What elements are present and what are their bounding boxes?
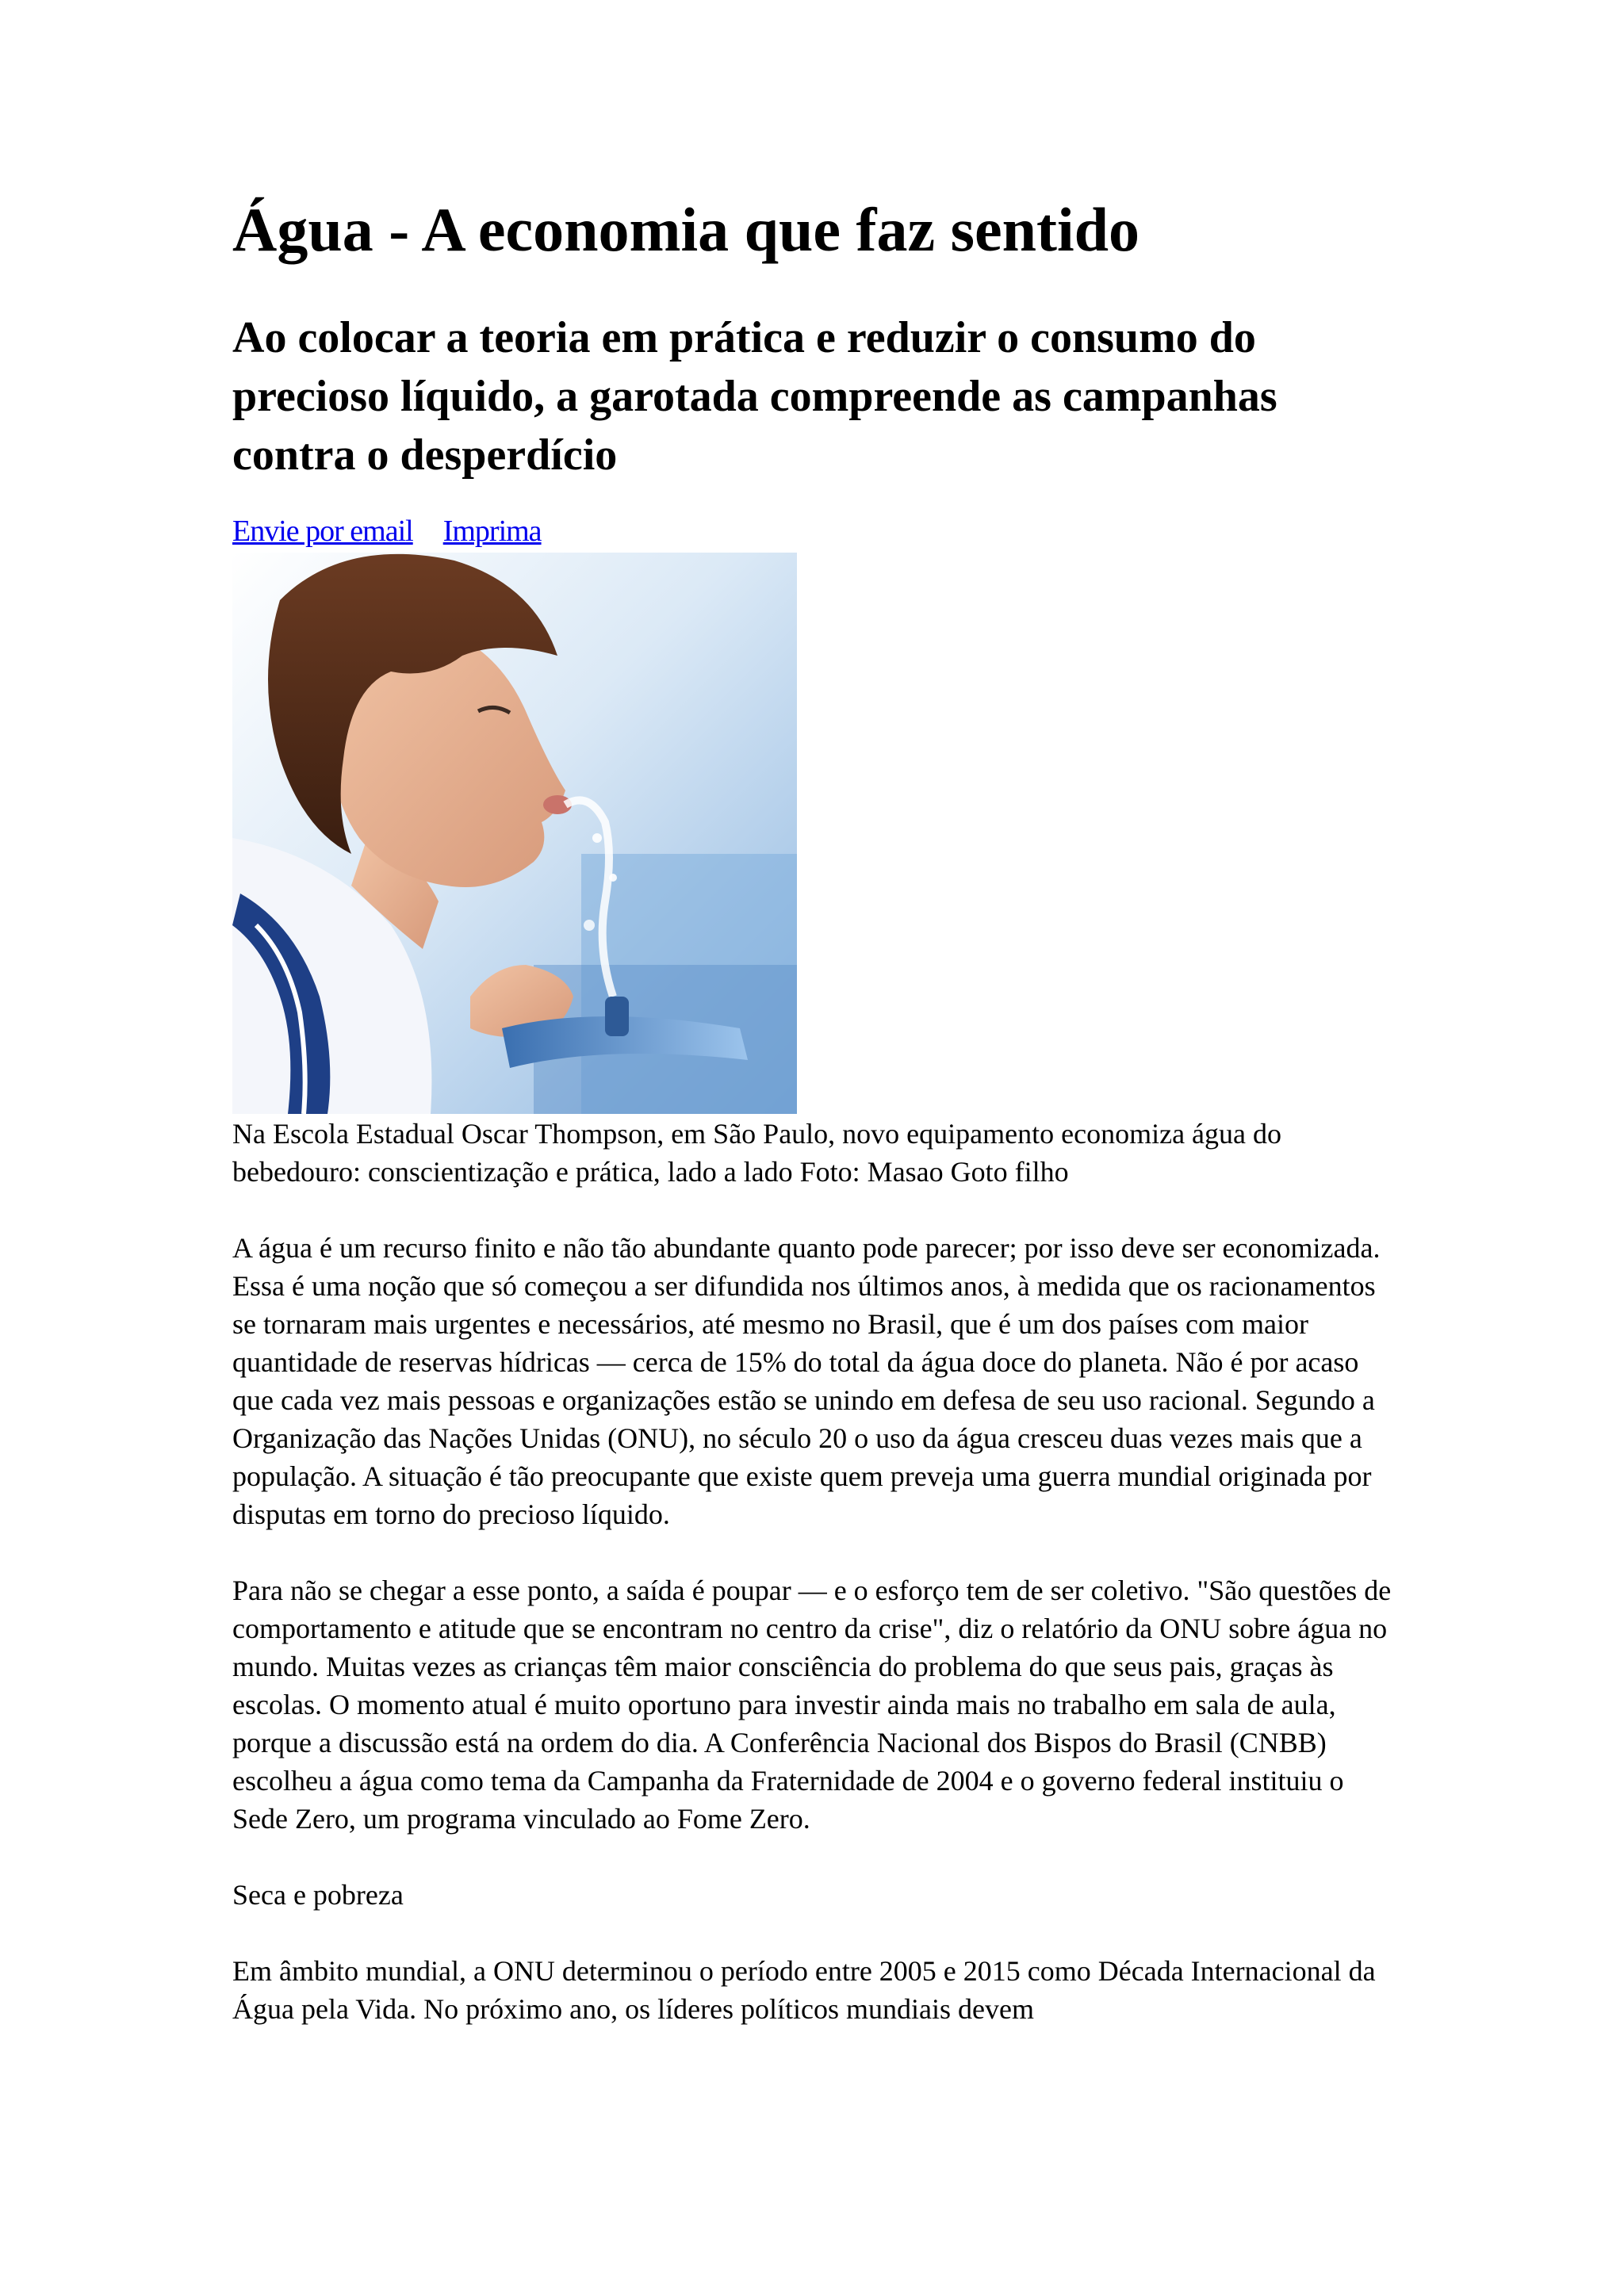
article-title: Água - A economia que faz sentido bbox=[232, 195, 1140, 264]
print-link[interactable]: Imprima bbox=[442, 515, 542, 548]
section-heading: Seca e pobreza bbox=[232, 1879, 404, 1911]
article-subtitle: Ao colocar a teoria em prática e reduzir o consumo do precioso líquido, a garotada compreende as campanhas contra o desperdício bbox=[232, 313, 1277, 480]
article-photo bbox=[232, 553, 797, 1114]
article-actions bbox=[232, 512, 542, 550]
article-body bbox=[232, 1229, 1406, 2066]
photo-girl-drinking-water-icon bbox=[232, 553, 797, 1114]
body-paragraph: A água é um recurso finito e não tão abundante quanto pode parecer; por isso deve ser economizada. Essa é uma noção que só começou a ser difundida nos últimos anos, à medida que os racionamentos se tornaram mais urgentes e necessários, até mesmo no Brasil, que é um dos países com maior quantidade de reservas hídricas — cerca de 15% do total da água doce do planeta. Não é por acaso que cada vez mais pessoas e organizações estão se unindo em defesa de seu uso racional. Segundo a Organização das Nações Unidas (ONU), no século 20 o uso da água cresceu duas vezes mais que a população. A situação é tão preocupante que existe quem preveja uma guerra mundial originada por disputas em torno do precioso líquido. bbox=[232, 1232, 1381, 1530]
send-by-email-link[interactable]: Envie por email bbox=[232, 515, 413, 548]
body-paragraph: Em âmbito mundial, a ONU determinou o período entre 2005 e 2015 como Década Internacional da Água pela Vida. No próximo ano, os líderes políticos mundiais devem bbox=[232, 1955, 1376, 2025]
body-paragraph: Para não se chegar a esse ponto, a saída é poupar — e o esforço tem de ser coletivo. "São questões de comportamento e atitude que se encontram no centro da crise", diz o relatório da ONU sobre água no mundo. Muitas vezes as crianças têm maior consciência do problema do que seus pais, graças às escolas. O momento atual é muito oportuno para investir ainda mais no trabalho em sala de aula, porque a discussão está na ordem do dia. A Conferência Nacional dos Bispos do Brasil (CNBB) escolheu a água como tema da Campanha da Fraternidade de 2004 e o governo federal instituiu o Sede Zero, um programa vinculado ao Fome Zero. bbox=[232, 1575, 1392, 1835]
photo-caption: Na Escola Estadual Oscar Thompson, em São Paulo, novo equipamento economiza água do bebedouro: conscientização e prática, lado a lado Foto: Masao Goto filho bbox=[232, 1118, 1281, 1188]
